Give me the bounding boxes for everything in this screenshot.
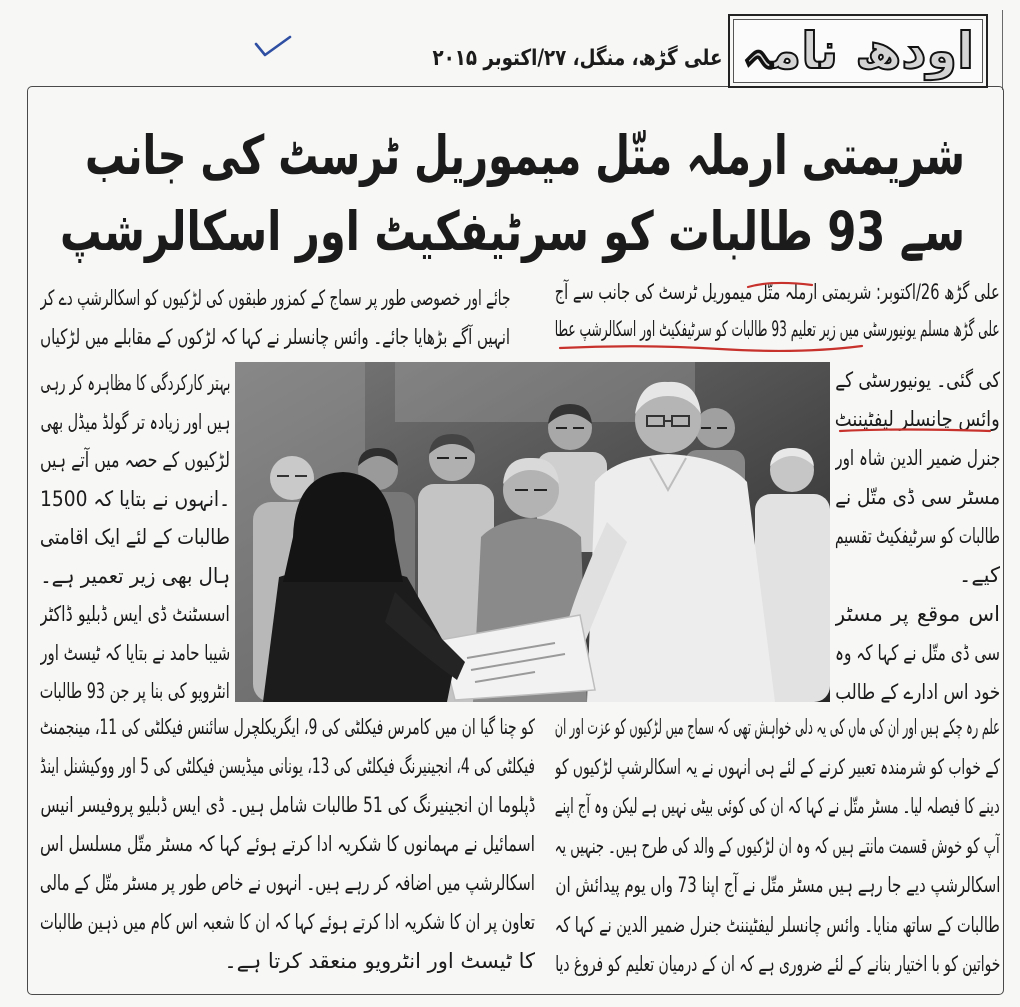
article-line [40, 786, 535, 825]
article-line-text: اسکالرشپ دیے جا رہے ہیں مسٹر متّل نے آج اپنا 73 واں یوم پیدائش ان [555, 873, 1000, 897]
article-line-text: دینے کا فیصلہ لیا۔ مسٹر متّل نے کہا کہ ان کی کوئی بیٹی نہیں ہے لیکن وہ آج اپنے [555, 794, 1000, 818]
article-line [40, 672, 230, 711]
article-line-text: ڈپلوما ان انجینیرنگ کی 51 طالبات شامل ہیں۔ ڈی ایس ڈبلیو پروفیسر انیس [40, 793, 535, 817]
article-line [40, 864, 535, 903]
article-line-text: مسٹر سی ڈی متّل نے [835, 485, 1000, 509]
article-line [40, 903, 535, 942]
masthead-title [742, 17, 974, 85]
article-line-text: فیکلٹی کی 4، انجینیرنگ فیکلٹی کی 13، یونانی میڈیسن فیکلٹی کی 5 اور ووکیشنل اینڈ [40, 754, 535, 778]
article-line-text: شیبا حامد نے بتایا کہ ٹیسٹ اور [40, 640, 230, 665]
article-line [835, 478, 1000, 517]
article-line [835, 439, 1000, 478]
article-line [555, 827, 1000, 867]
article-line [40, 747, 535, 786]
article-line [555, 906, 1000, 946]
article-line-text: اسمائیل نے مہمانوں کا شکریہ ادا کرتے ہوئے کہا کہ مسٹر متّل مسلسل اس [40, 832, 535, 856]
article-line [555, 945, 1000, 985]
article-column-left [40, 364, 230, 711]
article-line [555, 311, 1000, 348]
article-line [40, 557, 230, 596]
article-line [40, 480, 230, 519]
article-line [40, 825, 535, 864]
article-column-right [835, 361, 1000, 712]
article-line-text: آپ کو خوش قسمت مانتے ہیں کہ وہ ان لڑکیوں کے والد کی طرح ہیں۔ جنہیں یہ [555, 833, 1000, 858]
article-line-text: اس موقع پر مسٹر [835, 602, 1000, 626]
article-line-text: انہیں آگے بڑھایا جائے۔ وائس چانسلر نے کہا کہ لڑکوں کے مقابلے میں لڑکیاں [40, 325, 510, 349]
article-line-text: خواتین کو با اختیار بنانے کے لئے ضروری ہے کہ ان کے درمیان تعلیم کو فروغ دیا [555, 952, 1000, 976]
article-line [555, 748, 1000, 788]
headline-line [85, 118, 965, 194]
article-line [555, 708, 1000, 748]
article-line [835, 556, 1000, 595]
article-line [40, 403, 230, 442]
article-line-text: سی ڈی متّل نے کہا کہ وہ [835, 641, 1000, 665]
article-line-text: علم رہ چکے ہیں اور ان کی ماں کی یہ دلی خواہش تھی کہ سماج میں لڑکیوں کو عزت اور ان [555, 715, 1000, 739]
article-line-text: جائے اور خصوصی طور پر سماج کے کمزور طبقوں کی لڑکیوں کو اسکالرشپ دے کر [40, 286, 510, 310]
article-line [835, 673, 1000, 712]
article-line-text: علی گڑھ 26/اکتوبر: شریمتی ارملہ متّل میموریل ٹرسٹ کی جانب سے آج [555, 280, 1000, 304]
headline-text: شریمتی ارملہ متّل میموریل ٹرسٹ کی جانب [85, 124, 965, 187]
article-line [40, 518, 230, 557]
article-line-text: ہال بھی زیر تعمیر ہے۔ [40, 563, 230, 588]
article-line [835, 595, 1000, 634]
blue-check-mark [256, 37, 290, 55]
dateline-line [432, 40, 722, 78]
article-line [40, 942, 535, 981]
article-line-text: کے خواب کو شرمندہ تعبیر کرنے کے لئے ہی انہوں نے یہ اسکالرشپ لڑکیوں کو [555, 754, 1000, 779]
clipping-edge [1002, 10, 1003, 90]
article-line [835, 517, 1000, 556]
news-photo [235, 362, 830, 702]
article-line-text: جنرل ضمیر الدین شاہ اور [835, 446, 1000, 470]
article-line-text: طالبات کے ساتھ منایا۔ وائس چانسلر لیفٹیننٹ جنرل ضمیر الدین نے کہا کہ [555, 912, 1000, 937]
article-line [40, 441, 230, 480]
article-lede [555, 274, 1000, 348]
headline-line [60, 194, 965, 270]
dateline-text: علی گڑھ، منگل، ۲۷/اکتوبر ۲۰۱۵ [432, 46, 722, 71]
article-line-text: وائس چانسلر لیفٹیننٹ [835, 407, 1000, 431]
article-line-text: کو چنا گیا ان میں کامرس فیکلٹی کی 9، ایگریکلچرل سائنس فیکلٹی کی 11، مینجمنٹ [40, 715, 535, 739]
article-line [555, 274, 1000, 311]
article-line-text: اسسٹنٹ ڈی ایس ڈبلیو ڈاکٹر [40, 602, 230, 626]
article-line-text: خود اس ادارے کے طالب [835, 680, 1000, 704]
article-line [40, 279, 510, 318]
article-line-text: طالبات کے لئے ایک اقامتی [40, 525, 230, 549]
article-line-text: ۔انہوں نے بتایا کہ 1500 [40, 486, 230, 511]
article-line [555, 866, 1000, 906]
article-line [40, 595, 230, 634]
dateline [432, 40, 722, 78]
article-line-text: ہیں اور زیادہ تر گولڈ میڈل بھی [40, 409, 230, 434]
article-line [40, 634, 230, 673]
article-column-lower-left [40, 708, 535, 981]
article-column-lower-right [555, 708, 1000, 985]
article-line-text: کا ٹیسٹ اور انٹرویو منعقد کرتا ہے۔ [224, 949, 535, 973]
article-line [40, 364, 230, 403]
article-line-text: بہتر کارکردگی کا مظاہرہ کر رہی [40, 371, 230, 395]
article-line-text: تعاون پر ان کا شکریہ ادا کرتے ہوئے کہا کہ ان کا شعبہ اس کام میں ذہین طالبات [40, 910, 535, 934]
article-line-text: اسکالرشپ میں اضافہ کر رہے ہیں۔ انہوں نے خاص طور پر مسٹر متّل کے مالی [40, 871, 535, 895]
article-line-text: انٹرویو کی بنا پر جن 93 طالبات [40, 679, 230, 703]
article-line [835, 361, 1000, 400]
article-line-text: کیے۔ [959, 563, 1000, 587]
article-column-left-top [40, 279, 510, 357]
article-line [40, 708, 535, 747]
article-line-text: لڑکیوں کے حصہ میں آتے ہیں [40, 448, 230, 472]
article-line-text: طالبات کو سرٹیفکیٹ تقسیم [835, 524, 1000, 548]
article-line [40, 318, 510, 357]
article-line [835, 400, 1000, 439]
headline [60, 118, 965, 270]
article-line-text: علی گڑھ مسلم یونیورسٹی میں زیر تعلیم 93 طالبات کو سرٹیفکیٹ اور اسکالرشپ عطا [555, 317, 1000, 341]
headline-text: سے 93 طالبات کو سرٹیفکیٹ اور اسکالرشپ [60, 200, 965, 263]
newspaper-masthead [728, 14, 988, 88]
article-line [555, 787, 1000, 827]
article-line-text: کی گئی۔ یونیورسٹی کے [835, 368, 1000, 392]
article-line [835, 634, 1000, 673]
masthead-title-text: اودھ نامہ [742, 22, 974, 80]
